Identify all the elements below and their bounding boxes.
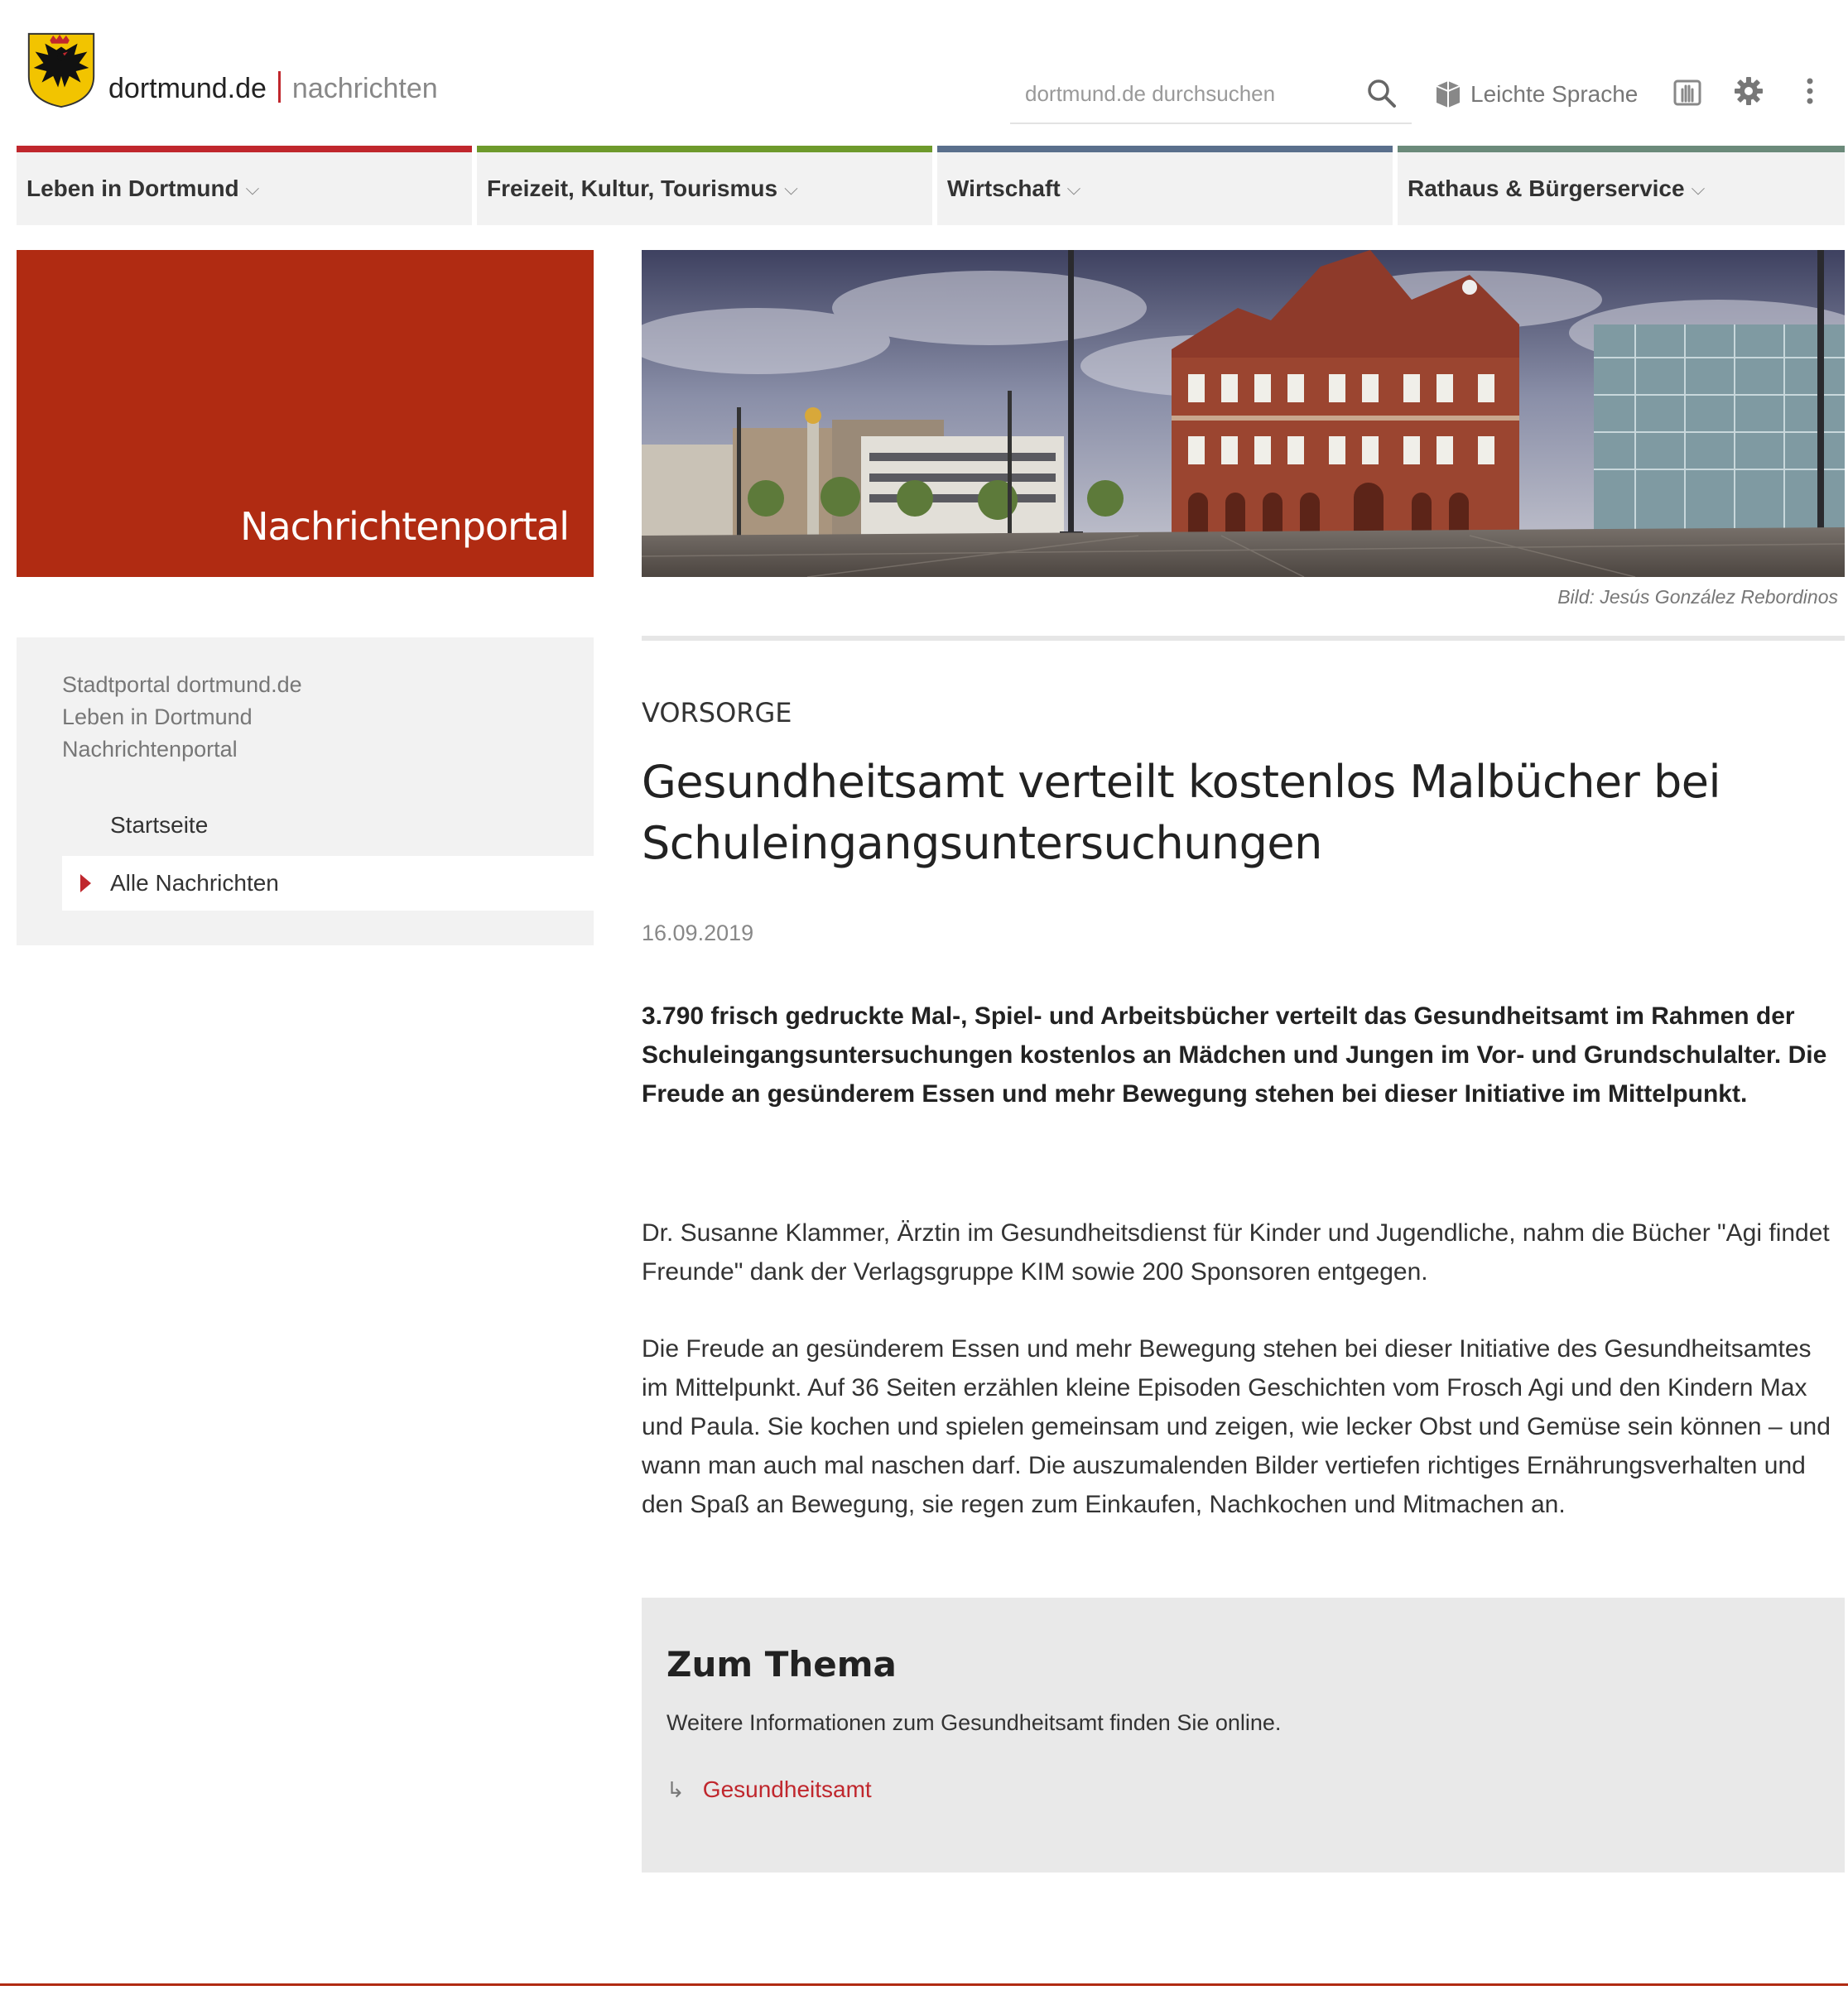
easy-language-label: Leichte Sprache [1470, 81, 1639, 107]
footer-divider [0, 1983, 1848, 1986]
site-section-text: nachrichten [291, 73, 438, 104]
dortmund-eagle-crest-icon [21, 29, 102, 110]
site-name [108, 71, 438, 105]
search-button[interactable] [1364, 76, 1400, 113]
portal-banner [17, 250, 594, 577]
return-arrow-icon: ↳ [667, 1776, 685, 1802]
gesundheitsamt-link-label: Gesundheitsamt [702, 1776, 872, 1802]
site-name-text: dortmund.de [108, 73, 267, 104]
chevron-down-icon: ⌵ [1066, 178, 1081, 199]
chevron-down-icon: ⌵ [784, 178, 798, 199]
sign-language-link[interactable] [1672, 76, 1702, 109]
breadcrumb-nachrichtenportal[interactable]: Nachrichtenportal [62, 737, 238, 762]
sidebar-item-alle-nachrichten[interactable] [62, 856, 594, 911]
breadcrumb-stadtportal[interactable]: Stadtportal dortmund.de [62, 672, 302, 697]
gear-icon [1734, 76, 1764, 106]
related-topic-box [642, 1598, 1845, 1872]
sidebar-navigation [17, 637, 594, 945]
more-menu-button[interactable] [1805, 76, 1815, 106]
sidebar-item-label: Alle Nachrichten [110, 870, 279, 896]
search-input[interactable] [1010, 66, 1350, 121]
easy-language-link[interactable] [1434, 79, 1638, 109]
hero-image-graphic [642, 250, 1845, 577]
hero-image-caption: Bild: Jesús González Rebordinos [1557, 586, 1838, 608]
search-box [1010, 66, 1412, 124]
chevron-down-icon: ⌵ [245, 178, 260, 199]
nav-item-rathaus[interactable] [1398, 146, 1845, 225]
nav-item-leben[interactable] [17, 146, 472, 225]
site-logo-link[interactable] [21, 29, 438, 110]
site-name-divider [278, 71, 281, 103]
sign-language-icon [1672, 76, 1702, 109]
nav-item-wirtschaft[interactable] [937, 146, 1393, 225]
article-date: 16.09.2019 [642, 921, 754, 945]
article-lead: 3.790 frisch gedruckte Mal-, Spiel- und Arbeitsbücher verteilt das Gesundheitsamt im Rahmen der Schuleingangsuntersuchungen kostenlos an Mädchen und Jungen im Vor- und Grundschulalter. Die Freude an gesünderem Essen und mehr Bewegung stehen bei dieser Initiative im Mittelpunkt. [642, 1002, 1827, 1108]
portal-banner-title: Nachrichtenportal [240, 504, 569, 549]
nav-item-label: Rathaus & Bürgerservice [1408, 175, 1685, 201]
nav-item-label: Freizeit, Kultur, Tourismus [487, 175, 778, 201]
nav-item-freizeit[interactable] [477, 146, 932, 225]
gesundheitsamt-link[interactable] [667, 1776, 872, 1803]
related-topic-text: Weitere Informationen zum Gesundheitsamt finden Sie online. [667, 1710, 1282, 1735]
article-paragraph: Die Freude an gesünderem Essen und mehr Bewegung stehen bei dieser Initiative des Gesundheitsamtes im Mittelpunkt. Auf 36 Seiten erzählen kleine Episoden Geschichten vom Frosch Agi und den Kindern Max und Paula. Sie kochen und spielen gemeinsam und zeigen, wie lecker Obst und Gemüse sein können – und wann man auch mal naschen darf. Die auszumalenden Bilder vertiefen richtiges Ernährungsverhalten und den Spaß an Bewegung, sie regen zum Einkaufen, Nachkochen und Mitmachen an. [642, 1335, 1831, 1518]
main-navigation [17, 146, 1845, 225]
chevron-down-icon: ⌵ [1691, 178, 1706, 199]
search-icon [1365, 77, 1398, 110]
article-paragraph: Dr. Susanne Klammer, Ärztin im Gesundheitsdienst für Kinder und Jugendliche, nahm die Bücher "Agi findet Freunde" dank der Verlagsgruppe KIM sowie 200 Sponsoren entgegen. [642, 1219, 1830, 1286]
sidebar-item-startseite[interactable] [62, 798, 594, 853]
hero-image [642, 250, 1845, 577]
triangle-right-icon [80, 874, 91, 892]
more-vertical-icon [1805, 76, 1815, 106]
breadcrumb-leben-in-dortmund[interactable]: Leben in Dortmund [62, 704, 253, 729]
header [17, 25, 1838, 124]
article-headline: Gesundheitsamt verteilt kostenlos Malbücher bei Schuleingangsuntersuchungen [642, 756, 1721, 869]
related-topic-title: Zum Thema [667, 1644, 897, 1685]
article-divider [642, 636, 1845, 641]
nav-item-label: Leben in Dortmund [26, 175, 239, 201]
nav-item-label: Wirtschaft [947, 175, 1061, 201]
easy-language-icon [1434, 79, 1462, 109]
sidebar-item-label: Startseite [110, 812, 209, 838]
article-kicker: VORSORGE [642, 697, 792, 728]
settings-button[interactable] [1734, 76, 1764, 106]
